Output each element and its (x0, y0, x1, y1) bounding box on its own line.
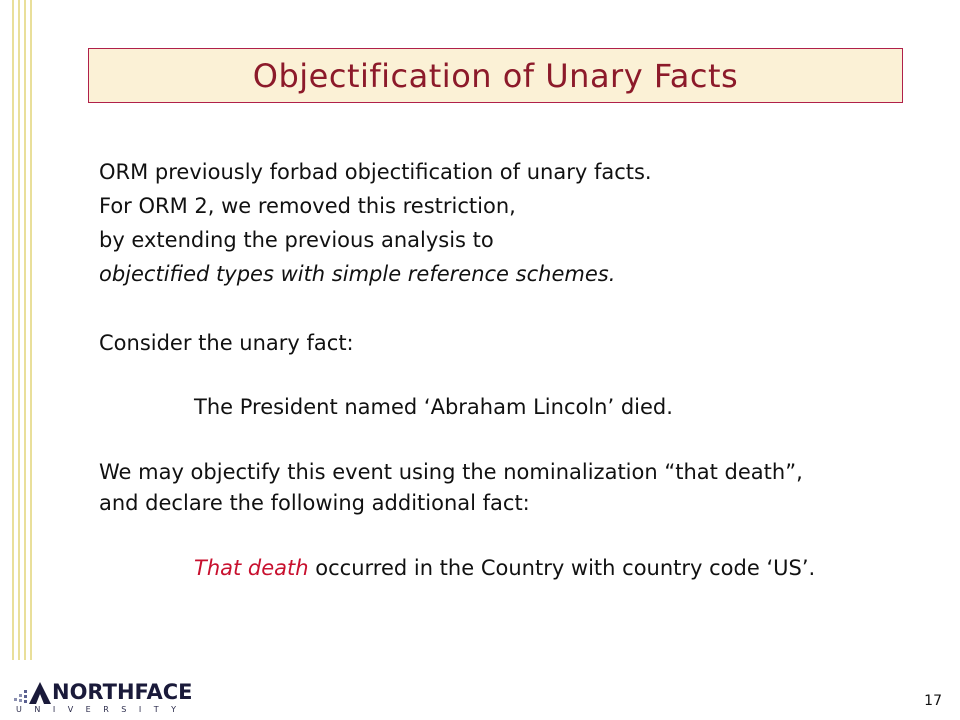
objectify-line-1: We may objectify this event using the nominalization “that death”, (99, 460, 803, 484)
body-line-2: For ORM 2, we removed this restriction, (99, 194, 516, 218)
slide-title: Objectification of Unary Facts (252, 56, 739, 95)
consider-line: Consider the unary fact: (99, 331, 354, 355)
body-line-4: objectified types with simple reference schemes. (99, 262, 616, 286)
additional-fact-highlight: That death (194, 556, 309, 580)
slide-title-box (88, 48, 903, 103)
additional-fact (194, 556, 815, 580)
logo-name: NORTHFACE (52, 680, 193, 704)
northface-logo (14, 680, 193, 716)
additional-fact-rest: occurred in the Country with country code ‘US’. (308, 556, 816, 580)
logo-subtitle: UNIVERSITY (16, 705, 189, 714)
northface-mountain-icon (14, 680, 52, 704)
example-fact: The President named ‘Abraham Lincoln’ died. (194, 395, 673, 419)
body-line-3: by extending the previous analysis to (99, 228, 494, 252)
decorative-rule-4 (30, 0, 32, 660)
decorative-rule-3 (24, 0, 26, 660)
decorative-rule-2 (18, 0, 20, 660)
page-number: 17 (924, 693, 942, 709)
body-line-1: ORM previously forbad objectification of unary facts. (99, 160, 652, 184)
objectify-line-2: and declare the following additional fact: (99, 491, 530, 515)
decorative-rule-1 (12, 0, 14, 660)
